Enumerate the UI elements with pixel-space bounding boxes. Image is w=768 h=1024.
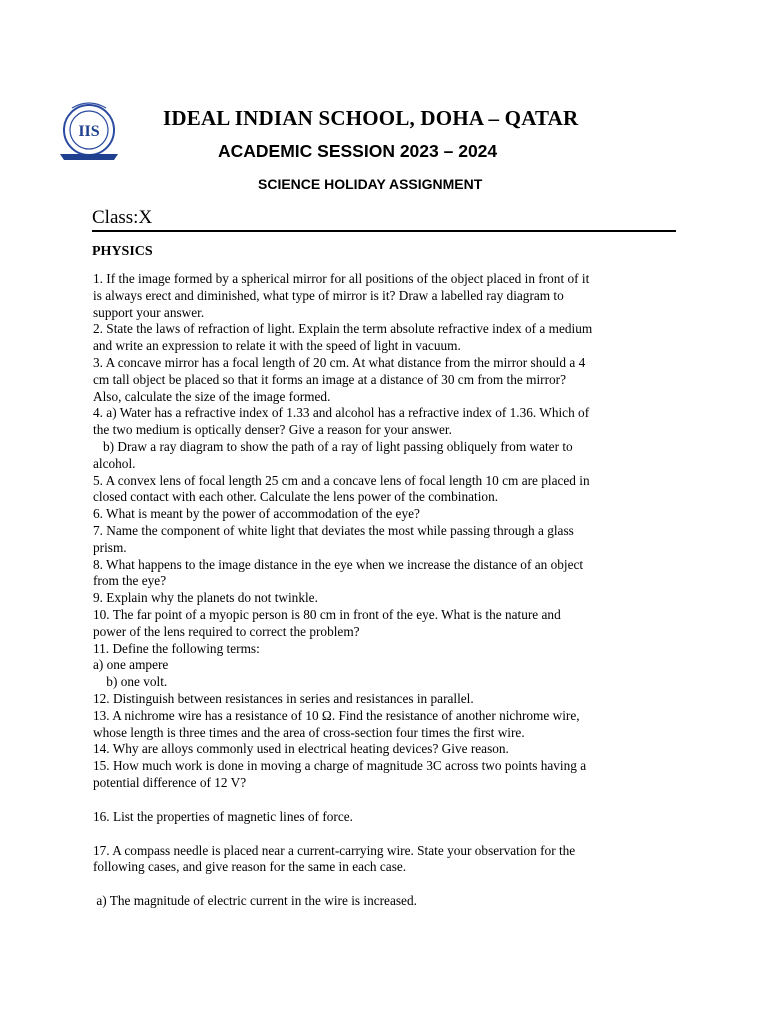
question-item: 2. State the laws of refraction of light. Explain the term absolute refractive index of a medium and write an expression to relate it with the speed of light in vacuum. [93, 321, 593, 354]
question-spacer [93, 792, 683, 809]
assignment-title: SCIENCE HOLIDAY ASSIGNMENT [258, 176, 483, 192]
question-item: 8. What happens to the image distance in the eye when we increase the distance of an object from the eye? [93, 556, 584, 589]
question-item: 13. A nichrome wire has a resistance of 10 Ω. Find the resistance of another nichrome wire, whose length is three times and the area of cross-section four times the first wire. [93, 707, 580, 740]
question-item: 3. A concave mirror has a focal length of 20 cm. At what distance from the mirror should a 4 cm tall object be placed so that it forms an image at a distance of 30 cm from the mirror? Also, calculate the size of the image formed. [93, 354, 586, 404]
logo-text: IIS [78, 123, 100, 140]
question-item: 11. Define the following terms: a) one ampere b) one volt. [93, 640, 260, 690]
question-item: 15. How much work is done in moving a charge of magnitude 3C across two points having a potential difference of 12 V? [93, 758, 587, 790]
question-item: 16. List the properties of magnetic lines of force. [93, 808, 353, 824]
question-item: 4. a) Water has a refractive index of 1.33 and alcohol has a refractive index of 1.36. Which of the two medium is optically denser? Give a reason for your answer. b) Draw a ray diagram to show the path of a ray of light passing obliquely from water to alcohol. [93, 405, 590, 471]
question-item: 1. If the image formed by a spherical mirror for all positions of the object placed in front of it is always erect and diminished, what type of mirror is it? Draw a labelled ray diagram to support your answer. [93, 271, 590, 320]
section-heading: PHYSICS [92, 244, 153, 259]
question-item: 6. What is meant by the power of accommodation of the eye? [93, 506, 420, 522]
question-spacer [93, 876, 683, 893]
question-item: 7. Name the component of white light that deviates the most while passing through a glass prism. [93, 522, 574, 555]
school-name: IDEAL INDIAN SCHOOL, DOHA – QATAR [163, 106, 579, 130]
question-list [93, 271, 683, 910]
question-item: 10. The far point of a myopic person is 80 cm in front of the eye. What is the nature and power of the lens required to correct the problem? [93, 606, 561, 639]
question-item: 14. Why are alloys commonly used in electrical heating devices? Give reason. [93, 741, 509, 757]
question-item: 17. A compass needle is placed near a current-carrying wire. State your observation for the following cases, and give reason for the same in each case. [93, 842, 576, 875]
school-logo-icon [58, 96, 120, 164]
question-spacer [93, 826, 683, 843]
question-item: 12. Distinguish between resistances in series and resistances in parallel. [93, 690, 474, 706]
class-header [92, 207, 676, 232]
academic-session: ACADEMIC SESSION 2023 – 2024 [218, 141, 498, 161]
question-item: a) The magnitude of electric current in the wire is increased. [93, 893, 417, 909]
question-item: 9. Explain why the planets do not twinkle. [93, 590, 318, 606]
class-label: Class:X [92, 207, 153, 228]
question-item: 5. A convex lens of focal length 25 cm and a concave lens of focal length 10 cm are placed in closed contact with each other. Calculate the lens power of the combination. [93, 472, 590, 505]
